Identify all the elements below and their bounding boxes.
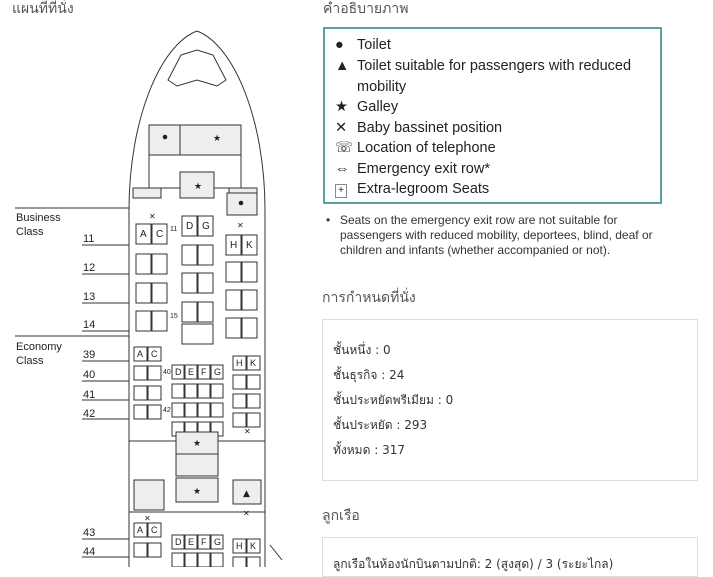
bassinet-cross-icon: ✕	[144, 514, 151, 523]
cross-icon: ✕	[335, 120, 348, 136]
seat-letter: A	[137, 349, 144, 359]
legend-item: ☏ Location of telephone	[335, 140, 496, 156]
galley-star-icon: ★	[193, 439, 202, 449]
seat-letter: K	[250, 541, 257, 551]
legend-item: + Extra-legroom Seats	[335, 181, 489, 198]
seat-letter: E	[188, 537, 195, 547]
seat-letter: D	[175, 537, 182, 547]
galley-star-icon: ★	[213, 134, 222, 144]
accessible-toilet-icon: ▲	[243, 489, 250, 499]
row-number: 43	[83, 527, 96, 539]
triangle-icon: ▲	[335, 58, 350, 74]
row-number: 39	[83, 349, 96, 361]
seat-letter: E	[188, 367, 195, 377]
exit-arrows-icon: ⇔	[335, 161, 350, 177]
bassinet-cross-icon: ✕	[243, 509, 250, 518]
legend-item: mobility	[357, 79, 407, 95]
galley-star-icon: ★	[193, 487, 202, 497]
row-number: 14	[83, 319, 96, 331]
config-total: ทั้งหมด : 317	[333, 443, 405, 457]
row-number: 13	[83, 291, 96, 303]
economy-class-label: Economy Class	[16, 341, 62, 367]
seat-letter: D	[186, 221, 194, 232]
seat-letter: A	[140, 229, 147, 240]
row-number: 11	[83, 233, 95, 245]
bassinet-cross-icon: ✕	[149, 212, 156, 221]
legend-item: ● Toilet	[335, 37, 391, 53]
seat-letter: C	[156, 229, 164, 240]
row-number: 40	[83, 369, 96, 381]
legend-item: ✕ Baby bassinet position	[335, 120, 503, 136]
toilet-icon	[163, 135, 168, 140]
legend-item: ▲ Toilet suitable for passengers with reduced	[335, 58, 632, 74]
star-icon: ★	[335, 99, 348, 115]
seat-map-heading: แผนที่ที่นั่ง	[12, 1, 74, 17]
bassinet-cross-icon: ✕	[244, 427, 251, 436]
seat-letter: H	[230, 240, 238, 251]
business-seats	[136, 216, 257, 344]
seat-letter: G	[202, 221, 210, 232]
seat-letter: K	[250, 358, 257, 368]
crew-box	[322, 537, 698, 577]
seat-letter: H	[236, 358, 243, 368]
config-heading: การกำหนดที่นั่ง	[322, 290, 416, 306]
bassinet-cross-icon: ✕	[237, 221, 244, 230]
seat-letter: G	[214, 367, 222, 377]
legend-item: ⇔ Emergency exit row*	[335, 161, 490, 177]
crew-line: ลูกเรือในห้องนักบินตามปกติ: 2 (สูงสุด) / 3 (ระยะไกล)	[333, 557, 614, 571]
seat-letter: D	[175, 367, 182, 377]
seat-letter: K	[246, 240, 253, 251]
legend-item: ★ Galley	[335, 99, 399, 115]
config-first: ชั้นหนึ่ง : 0	[333, 343, 391, 357]
cockpit-window	[168, 50, 226, 86]
exit-row-note: • Seats on the emergency exit row are not suitable for passengers with reduced mobility, deportees, blind, deaf or children and infants (whether accompanied or not).	[326, 213, 653, 257]
seat-map-diagram	[0, 0, 318, 567]
seat-letter: H	[236, 541, 243, 551]
row-number: 12	[83, 262, 96, 274]
circle-icon: ●	[335, 37, 344, 53]
front-lav-block	[149, 125, 241, 155]
plus-box-icon: +	[335, 181, 357, 198]
seat-letter: F	[201, 367, 207, 377]
seat-config-box	[322, 319, 698, 481]
row-number: 41	[83, 389, 96, 401]
inline-row-number: 11	[170, 226, 178, 233]
legend-box	[323, 27, 662, 204]
config-premium-economy: ชั้นประหยัดพรีเมียม : 0	[333, 393, 454, 407]
legend-heading: คำอธิบายภาพ	[323, 1, 409, 17]
galley-star-icon: ★	[194, 182, 203, 192]
seat-letter: C	[151, 525, 158, 535]
seat-letter: G	[214, 537, 222, 547]
toilet-icon	[239, 201, 244, 206]
inline-row-number: 40	[163, 369, 171, 376]
row-number: 44	[83, 546, 96, 558]
inline-row-number: 15	[170, 313, 178, 320]
phone-icon: ☏	[335, 140, 354, 156]
seat-letter: F	[201, 537, 207, 547]
config-business: ชั้นธุรกิจ : 24	[333, 368, 405, 382]
seat-letter: A	[137, 525, 144, 535]
seat-letter: C	[151, 349, 158, 359]
inline-row-number: 42	[163, 407, 171, 414]
row-number: 42	[83, 408, 96, 420]
business-class-label: Business Class	[16, 212, 61, 238]
config-economy: ชั้นประหยัด : 293	[333, 418, 428, 432]
crew-heading: ลูกเรือ	[322, 508, 360, 524]
